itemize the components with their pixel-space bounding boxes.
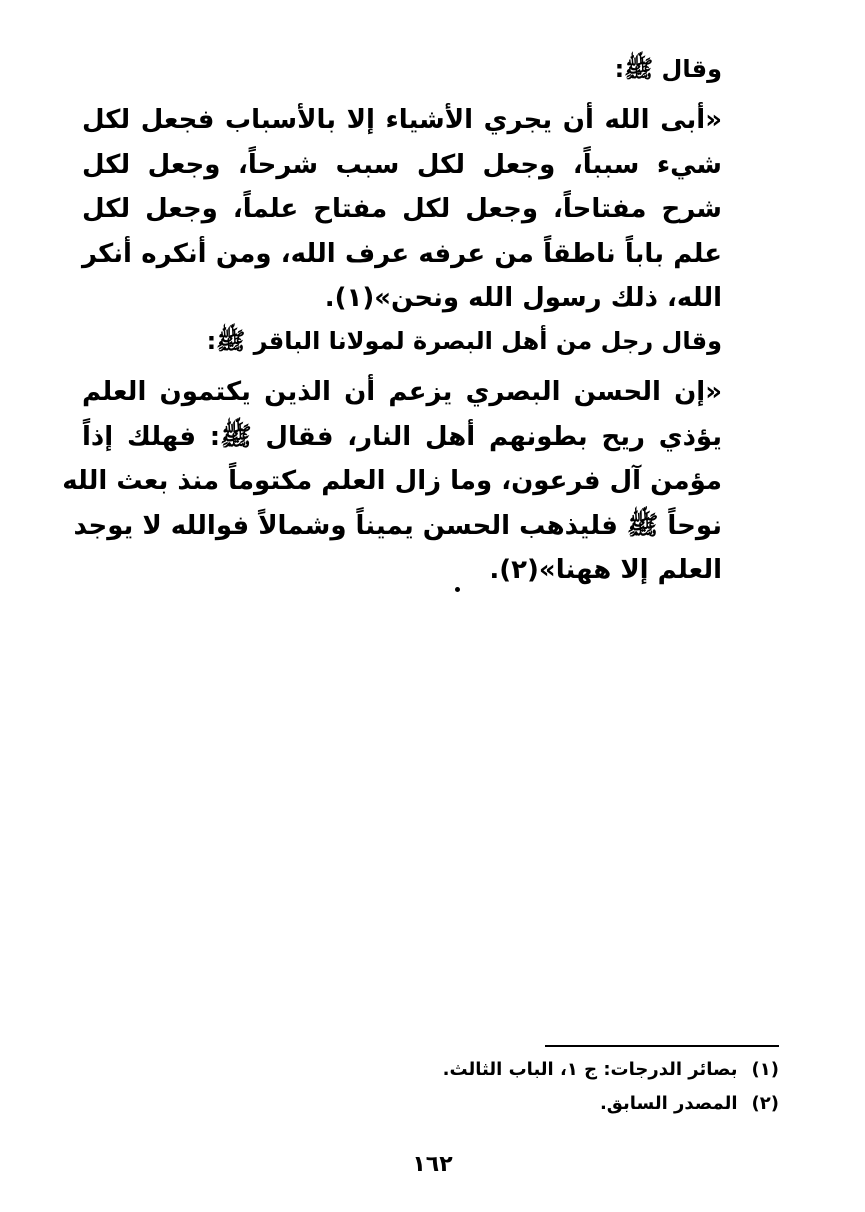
footnote-2 xyxy=(600,1091,779,1117)
intro-line-2: وقال رجل من أهل البصرة لمولانا الباقر ﷺ: xyxy=(206,327,722,355)
quote-paragraph-1 xyxy=(82,98,722,321)
quote-2-line-2: يؤذي ريح بطونهم أهل النار، فقال ﷺ: فهلك إذاً xyxy=(82,421,722,452)
quote-2-line-4: نوحاً ﷺ فليذهب الحسن يميناً وشمالاً فوالله لا يوجد xyxy=(73,510,722,541)
quote-1-line-5: الله، ذلك رسول الله ونحن»(١). xyxy=(324,283,722,313)
quote-paragraph-2 xyxy=(62,370,722,593)
quote-2-line-5: العلم إلا ههنا»(٢). xyxy=(489,555,722,585)
quote-1-line-4: علم باباً ناطقاً من عرفه عرف الله، ومن أنكره أنكر xyxy=(82,238,722,269)
footnote-separator xyxy=(545,1045,779,1047)
quote-2-line-1: «إن الحسن البصري يزعم أن الذين يكتمون العلم xyxy=(82,377,722,407)
ink-dot xyxy=(455,587,460,592)
page-number: ١٦٢ xyxy=(412,1152,453,1177)
footnote-1-number: (١) xyxy=(751,1059,779,1080)
footnote-1 xyxy=(443,1057,779,1083)
quote-1-line-2: شيء سبباً، وجعل لكل سبب شرحاً، وجعل لكل xyxy=(82,149,722,180)
quote-2-line-3: مؤمن آل فرعون، وما زال العلم مكتوماً منذ بعث الله xyxy=(62,466,722,496)
footnote-1-text: بصائر الدرجات: ج ١، الباب الثالث. xyxy=(442,1059,738,1080)
quote-1-line-3: شرح مفتاحاً، وجعل لكل مفتاح علماً، وجعل لكل xyxy=(82,194,722,224)
footnote-2-number: (٢) xyxy=(751,1093,779,1114)
intro-line-1: وقال ﷺ: xyxy=(614,55,722,83)
quote-1-line-1: «أبى الله أن يجري الأشياء إلا بالأسباب فجعل لكل xyxy=(82,105,722,135)
footnote-2-text: المصدر السابق. xyxy=(599,1093,738,1114)
